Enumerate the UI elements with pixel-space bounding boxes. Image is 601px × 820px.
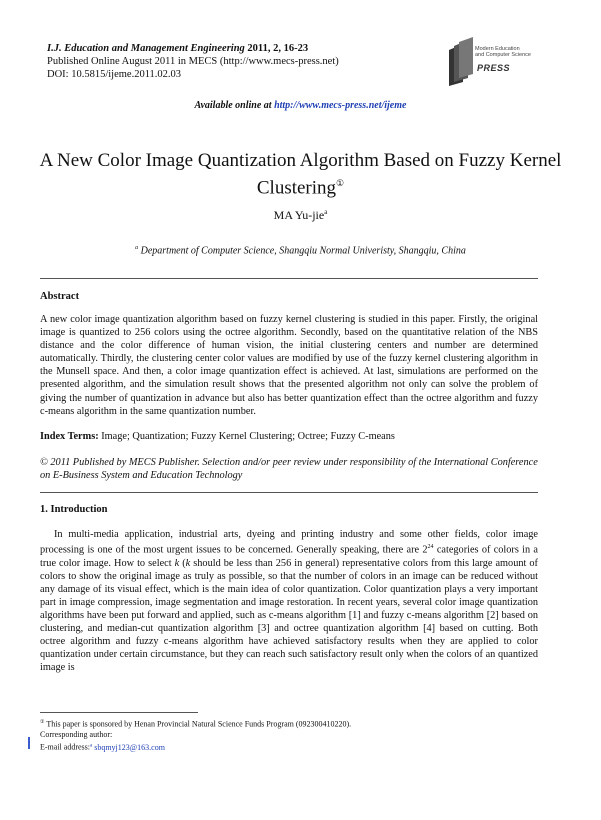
affiliation-text: Department of Computer Science, Shangqiu Normal Univeristy, Shangqiu, China	[140, 245, 466, 257]
logo-line-2: and Computer Science	[475, 52, 531, 58]
introduction-paragraph	[40, 528, 538, 674]
index-terms-label: Index Terms:	[40, 431, 99, 442]
footnote-email	[40, 740, 560, 753]
email-sup: a	[89, 743, 93, 748]
email-label: E-mail address:	[40, 742, 90, 752]
author-sup: a	[324, 208, 328, 216]
available-online	[0, 100, 601, 111]
doi-line: DOI: 10.5815/ijeme.2011.02.03	[47, 69, 182, 80]
footnote-mark: ①	[40, 720, 45, 725]
book-stack-icon	[445, 36, 485, 88]
intro-text-1: In multi-media application, industrial arts, dyeing and printing industry and some other fields, color image processing is one of the most urgent issues to be concerned. Generally speaking, there are 2	[40, 529, 538, 556]
change-bar	[28, 737, 30, 749]
journal-link[interactable]: http://www.mecs-press.net/ijeme	[274, 100, 407, 111]
intro-k-2: k	[185, 557, 191, 569]
available-prefix: Available online at	[194, 100, 275, 111]
affiliation	[0, 245, 601, 256]
email-link[interactable]	[90, 743, 165, 752]
journal-name: I.J. Education and Management Engineering	[47, 43, 245, 54]
intro-text-3: (	[179, 557, 186, 569]
copyright-notice: © 2011 Published by MECS Publisher. Selection and/or peer review under responsibility of the International Conference on E-Business System and Education Technology	[40, 457, 538, 482]
journal-ref: 2011, 2, 16-23	[247, 43, 309, 54]
logo-press: PRESS	[477, 63, 511, 73]
email-address: sbqmyj123@163.com	[92, 742, 165, 752]
footnote-sponsor-text: This paper is sponsored by Henan Provincial Natural Science Funds Program (092300410220).	[44, 719, 352, 729]
intro-text-4: should be less than 256 in general) representative colors from this large amount of colors to show the original image as truly as possible, so that the number of colors in an image can be reduced without any damage of its visual effect, which is the main idea of color quantization. Color quantization plays a very important part in image compression, image segmentation and image restoration. In recent years, several color image quantization algorithms have been put forward and applied, such as c-means algorithm [1] and fuzzy c-means algorithm [2] based on clustering, and median-cut quantization algorithm [3] and octree quantization algorithm [4] based on cutting. Both octree algorithm and fuzzy c-means algorithm have achieved satisfactory results when they are applied to color quantization under certain circumstance, but they can reach such satisfactory result only when the colors of an quantized image is	[40, 557, 538, 674]
index-terms-text: Image; Quantization; Fuzzy Kernel Clustering; Octree; Fuzzy C-means	[98, 431, 395, 442]
footnote-rule	[40, 712, 198, 713]
introduction-heading: 1. Introduction	[40, 504, 108, 515]
abstract-text: A new color image quantization algorithm based on fuzzy kernel clustering is studied in this paper. Firstly, the original image is quantized to 256 colors using the octree algorithm. Secondly, based on the quantitative relation of the NBS distance and the color difference of human vision, the initial clustering centers and number are determined automatically. Thirdly, the clustering center color values are modified by use of the fuzzy kernel clustering algorithm in the Munsell space. And then, a color image quantization effect is achieved. At last, simulations are performed on the presented algorithm, and the simulation result shows that the presented algorithm not only can solve the problem of giving the number of quantization in advance but also has better quantization effect than the octree algorithm and fuzzy c-means algorithm in the same quantization number.	[40, 314, 538, 417]
paper-title	[30, 150, 571, 199]
author-name: MA Yu-jie	[273, 208, 325, 222]
affiliation-sup: a	[135, 245, 139, 251]
divider-top	[40, 278, 538, 279]
intro-exponent: 24	[427, 544, 434, 551]
title-line-1: A New Color Image Quantization Algorithm Based on Fuzzy Kernel	[39, 150, 562, 171]
abstract-heading: Abstract	[40, 291, 80, 302]
author	[0, 208, 601, 223]
footnote-sponsor	[40, 717, 560, 730]
intro-text-2: categories of colors in a true color image. How to select	[40, 544, 538, 569]
title-footnote-mark[interactable]: ①	[336, 178, 345, 188]
title-line-2: Clustering	[256, 177, 337, 199]
divider-bottom	[40, 492, 538, 493]
intro-k-1: k	[174, 557, 180, 569]
mecs-press-logo	[445, 36, 565, 88]
journal-header	[47, 42, 339, 81]
logo-line-1: Modern Education	[475, 46, 520, 52]
index-terms	[40, 430, 538, 443]
published-line: Published Online August 2011 in MECS (http://www.mecs-press.net)	[47, 56, 339, 67]
footnote-corresponding: Corresponding author:	[40, 730, 113, 739]
